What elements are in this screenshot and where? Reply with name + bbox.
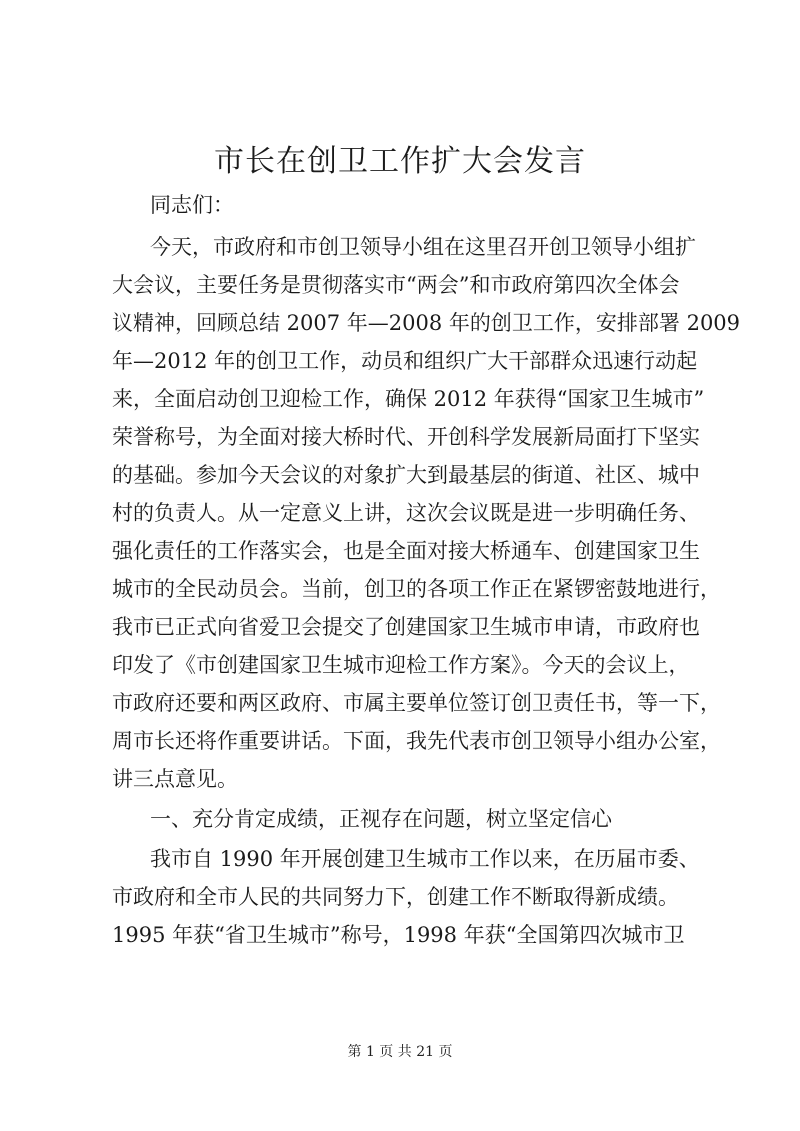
body-line: 我市已正式向省爱卫会提交了创建国家卫生城市申请，市政府也 [112,615,700,639]
body-line: 年—2012 年的创卫工作，动员和组织广大干部群众迅速行动起 [112,349,698,373]
body-line: 来，全面启动创卫迎检工作，确保 2012 年获得“国家卫生城市” [112,387,705,411]
section-heading: 一、充分肯定成绩，正视存在问题，树立坚定信心 [150,807,612,831]
body-line: 大会议，主要任务是贯彻落实市“两会”和市政府第四次全体会 [112,273,680,297]
body-line: 市政府和全市人民的共同努力下，创建工作不断取得新成绩。 [112,885,679,909]
document-title: 市长在创卫工作扩大会发言 [214,144,586,179]
body-line: 周市长还将作重要讲话。下面，我先代表市创卫领导小组办公室， [112,729,721,753]
salutation: 同志们： [150,193,234,217]
body-line: 我市自 1990 年开展创建卫生城市工作以来，在历届市委、 [150,847,700,871]
body-line: 强化责任的工作落实会，也是全面对接大桥通车、创建国家卫生 [112,539,700,563]
body-line: 印发了《市创建国家卫生城市迎检工作方案》。今天的会议上， [112,653,690,677]
body-line: 城市的全民动员会。当前，创卫的各项工作正在紧锣密鼓地进行， [112,577,721,601]
body-line: 荣誉称号，为全面对接大桥时代、开创科学发展新局面打下坚实 [112,425,700,449]
body-line: 议精神，回顾总结 2007 年—2008 年的创卫工作，安排部署 2009 [112,311,741,335]
page-footer: 第 1 页 共 21 页 [347,1044,453,1060]
body-line: 市政府还要和两区政府、市属主要单位签订创卫责任书，等一下， [112,691,721,715]
body-line: 村的负责人。从一定意义上讲，这次会议既是进一步明确任务、 [112,501,700,525]
body-line: 的基础。参加今天会议的对象扩大到最基层的街道、社区、城中 [112,463,700,487]
body-line: 讲三点意见。 [112,767,238,791]
body-line: 1995 年获“省卫生城市”称号，1998 年获“全国第四次城市卫 [112,923,685,947]
body-line: 今天，市政府和市创卫领导小组在这里召开创卫领导小组扩 [150,235,696,259]
